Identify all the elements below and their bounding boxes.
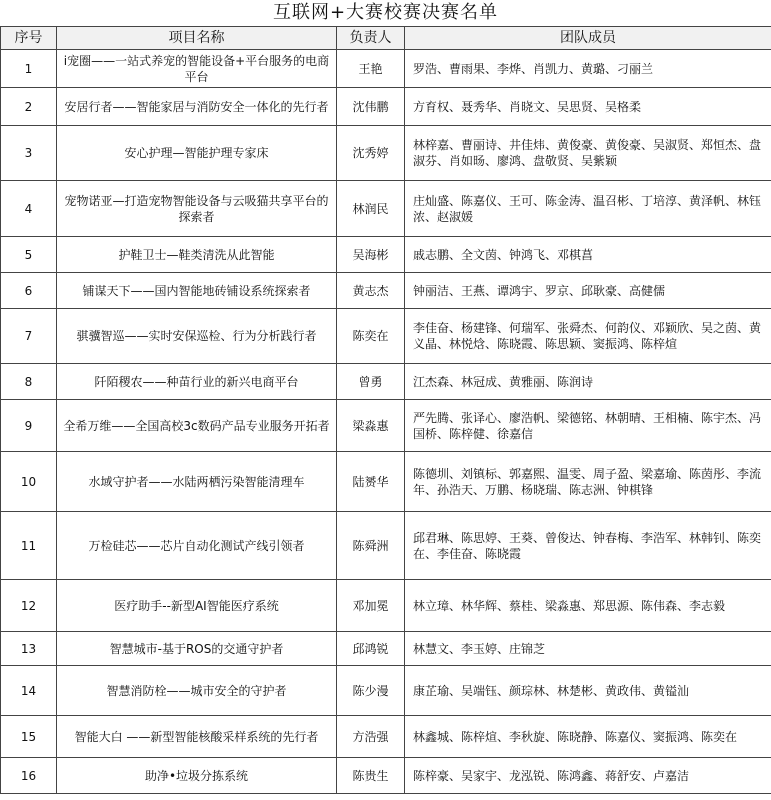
project-leader: 陈少漫 — [337, 666, 405, 716]
table-row — [1, 632, 771, 666]
team-members: 庄灿盛、陈嘉仪、王可、陈金涛、温召彬、丁培淳、黄泽帆、林钰浓、赵淑媛 — [405, 181, 771, 237]
team-members: 李佳奋、杨建锋、何瑞军、张舜杰、何韵仪、邓颖欣、吴之茵、黄义晶、林悦焓、陈晓霞、陈思颖、窦振鸿、陈梓煊 — [405, 309, 771, 364]
project-name: 阡陌稷农——种苗行业的新兴电商平台 — [57, 364, 337, 400]
row-number: 13 — [1, 632, 57, 666]
row-number: 16 — [1, 758, 57, 794]
header-members: 团队成员 — [405, 27, 771, 50]
table-row — [1, 88, 771, 126]
row-number: 9 — [1, 400, 57, 452]
header-number: 序号 — [1, 27, 57, 50]
table-row — [1, 716, 771, 758]
project-name: 智慧城市-基于ROS的交通守护者 — [57, 632, 337, 666]
project-name: 宠物诺亚—打造宠物智能设备与云吸猫共享平台的探索者 — [57, 181, 337, 237]
row-number: 11 — [1, 512, 57, 580]
project-name: 安心护理—智能护理专家床 — [57, 126, 337, 181]
project-name: 护鞋卫士—鞋类清洗从此智能 — [57, 237, 337, 273]
table-row — [1, 580, 771, 632]
project-leader: 梁淼惠 — [337, 400, 405, 452]
team-members: 林梓嘉、曹丽诗、井佳炜、黄俊豪、黄俊豪、吴淑贤、郑恒杰、盘淑芬、肖如旸、廖鸿、盘敬贤、吴紫颖 — [405, 126, 771, 181]
row-number: 5 — [1, 237, 57, 273]
row-number: 1 — [1, 50, 57, 88]
row-number: 3 — [1, 126, 57, 181]
header-leader: 负责人 — [337, 27, 405, 50]
row-number: 4 — [1, 181, 57, 237]
row-number: 10 — [1, 452, 57, 512]
project-leader: 陆赟华 — [337, 452, 405, 512]
project-name: 智慧消防栓——城市安全的守护者 — [57, 666, 337, 716]
project-name: 安居行者——智能家居与消防安全一体化的先行者 — [57, 88, 337, 126]
project-name: 医疗助手--新型AI智能医疗系统 — [57, 580, 337, 632]
project-name: 万检硅芯——芯片自动化测试产线引领者 — [57, 512, 337, 580]
project-leader: 陈舜洲 — [337, 512, 405, 580]
project-name: 智能大白 ——新型智能核酸采样系统的先行者 — [57, 716, 337, 758]
table-row — [1, 400, 771, 452]
project-name: i宠圈——一站式养宠的智能设备+平台服务的电商平台 — [57, 50, 337, 88]
team-members: 陈德圳、刘镇标、郭嘉熙、温雯、周子盈、梁嘉瑜、陈茵彤、李流年、孙浩天、万鹏、杨晓瑞、陈志洲、钟棋锋 — [405, 452, 771, 512]
team-members: 林慧文、李玉婷、庄锦芝 — [405, 632, 771, 666]
team-members: 邱君琳、陈思婷、王葵、曾俊达、钟春梅、李浩军、林韩钊、陈奕在、李佳奋、陈晓霞 — [405, 512, 771, 580]
project-leader: 吴海彬 — [337, 237, 405, 273]
team-members: 戚志鹏、全文茵、钟鸿飞、邓棋菖 — [405, 237, 771, 273]
team-members: 林立璋、林华辉、蔡桂、梁淼惠、郑思源、陈伟森、李志毅 — [405, 580, 771, 632]
project-leader: 沈伟鹏 — [337, 88, 405, 126]
row-number: 2 — [1, 88, 57, 126]
row-number: 6 — [1, 273, 57, 309]
project-leader: 王艳 — [337, 50, 405, 88]
team-members: 钟丽洁、王燕、谭鸿宇、罗京、邱耿豪、高健儒 — [405, 273, 771, 309]
team-members: 江杰森、林冠成、黄雅丽、陈润诗 — [405, 364, 771, 400]
row-number: 15 — [1, 716, 57, 758]
project-name: 骐骥智巡——实时安保巡检、行为分析践行者 — [57, 309, 337, 364]
table-row — [1, 273, 771, 309]
project-leader: 曾勇 — [337, 364, 405, 400]
table-row — [1, 50, 771, 88]
header-row — [1, 27, 771, 50]
row-number: 7 — [1, 309, 57, 364]
table-row — [1, 666, 771, 716]
table-row — [1, 452, 771, 512]
table-row — [1, 512, 771, 580]
project-leader: 陈贵生 — [337, 758, 405, 794]
project-leader: 黄志杰 — [337, 273, 405, 309]
project-leader: 邱鸿锐 — [337, 632, 405, 666]
team-members: 林鑫城、陈梓煊、李秋旋、陈晓静、陈嘉仪、窦振鸿、陈奕在 — [405, 716, 771, 758]
table-row — [1, 237, 771, 273]
project-leader: 邓加冕 — [337, 580, 405, 632]
team-members: 罗浩、曹雨果、李烨、肖凯力、黄璐、刁丽兰 — [405, 50, 771, 88]
project-name: 助净•垃圾分拣系统 — [57, 758, 337, 794]
table-row — [1, 309, 771, 364]
team-members: 严先腾、张译心、廖浩帆、梁德铭、林朝晴、王相楠、陈宇杰、冯国桥、陈梓健、徐嘉信 — [405, 400, 771, 452]
document-title: 互联网+大赛校赛决赛名单 — [272, 2, 499, 23]
table-row — [1, 364, 771, 400]
table-row — [1, 126, 771, 181]
table-row — [1, 758, 771, 794]
project-name: 铺谋天下——国内智能地砖铺设系统探索者 — [57, 273, 337, 309]
project-name: 全希万维——全国高校3c数码产品专业服务开拓者 — [57, 400, 337, 452]
header-project: 项目名称 — [57, 27, 337, 50]
project-leader: 陈奕在 — [337, 309, 405, 364]
project-leader: 林润民 — [337, 181, 405, 237]
project-name: 水域守护者——水陆两栖污染智能清理车 — [57, 452, 337, 512]
finalist-table — [0, 26, 771, 794]
row-number: 12 — [1, 580, 57, 632]
table-row — [1, 181, 771, 237]
project-leader: 方浩强 — [337, 716, 405, 758]
team-members: 康芷瑜、吴端钰、颜琮林、林楚彬、黄政伟、黄镒汕 — [405, 666, 771, 716]
team-members: 陈梓豪、吴家宇、龙泓锐、陈鸿鑫、蒋舒安、卢嘉洁 — [405, 758, 771, 794]
row-number: 8 — [1, 364, 57, 400]
row-number: 14 — [1, 666, 57, 716]
project-leader: 沈秀婷 — [337, 126, 405, 181]
team-members: 方育权、聂秀华、肖晓文、吴思贤、吴格柔 — [405, 88, 771, 126]
